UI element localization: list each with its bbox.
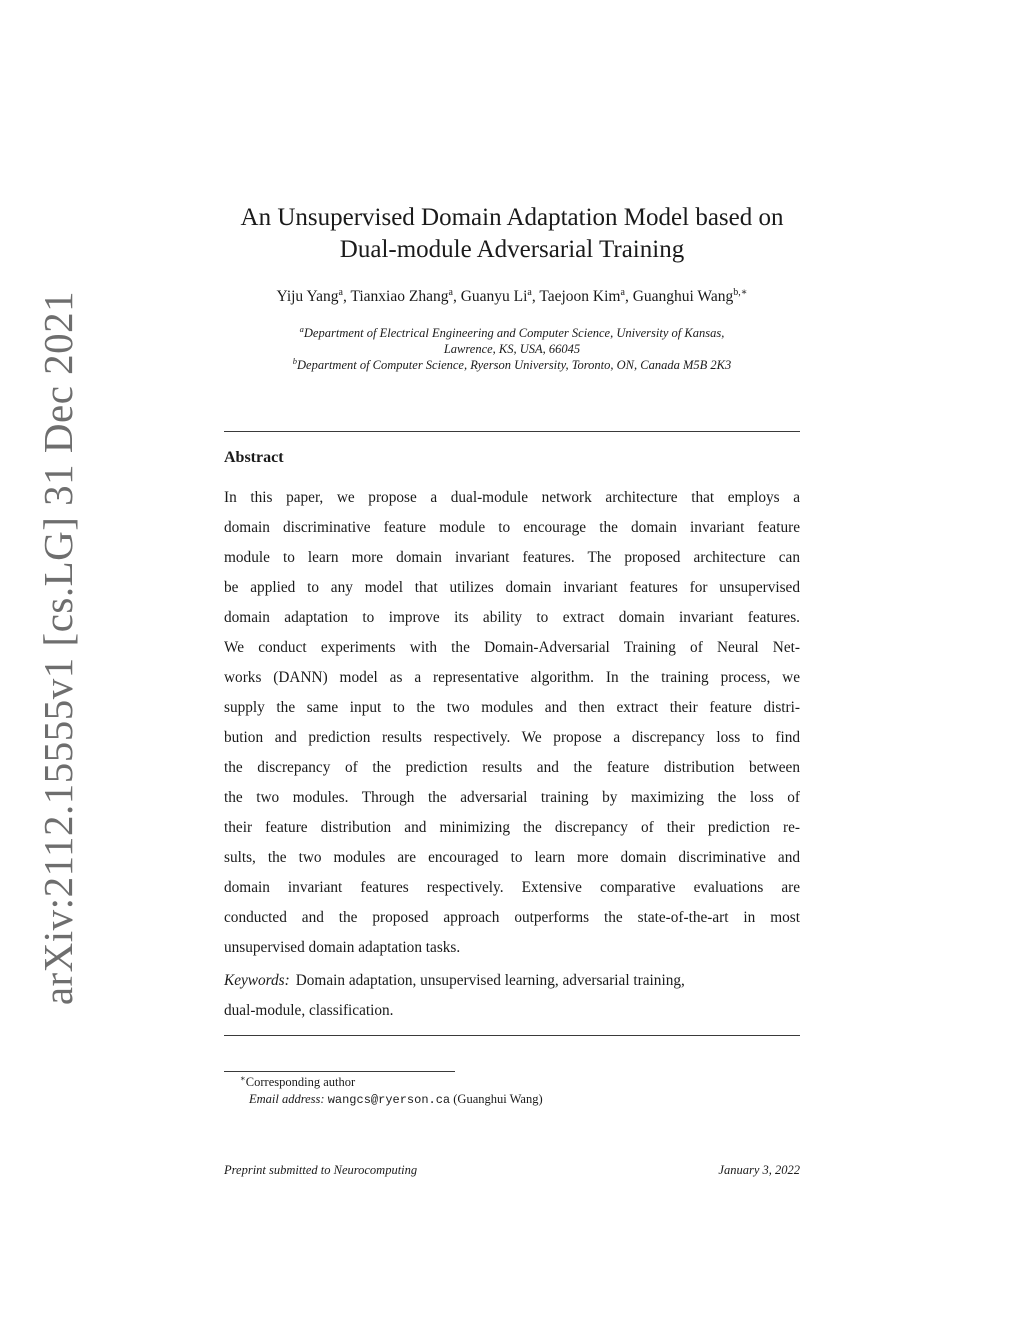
abstract-line: In this paper, we propose a dual-module network architecture that employs a [224,489,800,506]
abstract-line: module to learn more domain invariant features. The proposed architecture can [224,549,800,566]
preprint-note: Preprint submitted to Neurocomputing [224,1163,418,1177]
email-owner: (Guanghui Wang) [453,1092,543,1106]
abstract-line: their feature distribution and minimizing the discrepancy of their prediction re- [224,819,800,836]
preprint-date: January 3, 2022 [718,1163,800,1177]
affiliation-text: Lawrence, KS, USA, 66045 [443,342,581,356]
footnote-text: Corresponding author [245,1075,356,1089]
author-affiliation-mark: a [448,287,453,298]
footnote-mark: ∗ [240,1073,246,1083]
paper-title-line-1: An Unsupervised Domain Adaptation Model based on [240,204,784,231]
keywords-text: dual-module, classification. [224,1002,394,1019]
author-list [180,288,844,306]
abstract-line: bution and prediction results respectively. We propose a discrepancy loss to find [224,729,800,746]
affiliation-b [180,357,844,373]
affiliation-mark: a [299,324,304,334]
abstract-line: domain discriminative feature module to encourage the domain invariant feature [224,519,800,536]
abstract-line: the two modules. Through the adversarial training by maximizing the loss of [224,789,800,806]
abstract-line: supply the same input to the two modules and then extract their feature distri- [224,699,800,716]
email-note [249,1092,543,1107]
author-name: Guanyu Li [460,288,528,305]
email-address: wangcs@ryerson.ca [327,1093,451,1107]
abstract-body [224,486,800,966]
abstract-line: domain invariant features respectively. Extensive comparative evaluations are [224,879,800,896]
author-affiliation-mark: b,∗ [733,287,748,298]
author-separator: , [342,288,351,305]
affiliation-text: Department of Computer Science, Ryerson University, Toronto, ON, Canada M5B 2K3 [297,358,732,372]
paper-title [212,202,812,266]
keywords-text: Domain adaptation, unsupervised learning, adversarial training, [295,972,685,989]
abstract-top-rule [224,431,800,432]
abstract-line: unsupervised domain adaptation tasks. [224,939,461,956]
author-name: Tianxiao Zhang [350,288,449,305]
arxiv-identifier-stamp: arXiv:2112.15555v1 [cs.LG] 31 Dec 2021 [35,290,81,1006]
author-separator: , [624,288,633,305]
abstract-line: the discrepancy of the prediction results and the feature distribution between [224,759,800,776]
abstract-heading: Abstract [224,449,284,466]
keywords-label: Keywords: [224,972,290,989]
email-label: Email address: [249,1092,325,1106]
abstract-line: domain adaptation to improve its ability to extract domain invariant features. [224,609,800,626]
author-separator: , [531,288,540,305]
author-affiliation-mark: a [620,287,625,298]
affiliation-mark: b [292,356,297,366]
author-name: Yiju Yang [276,288,339,305]
abstract-line: works (DANN) model as a representative algorithm. In the training process, we [224,669,800,686]
abstract-line: We conduct experiments with the Domain-Adversarial Training of Neural Net- [224,639,800,656]
author-name: Taejoon Kim [539,288,621,305]
abstract-line: be applied to any model that utilizes domain invariant features for unsupervised [224,579,800,596]
affiliation-text: Department of Electrical Engineering and Computer Science, University of Kansas, [303,326,725,340]
author-separator: , [452,288,461,305]
keywords [224,969,800,1029]
corresponding-author-note [240,1075,355,1090]
footnote-rule [224,1071,455,1072]
author-name: Guanghui Wang [632,288,734,305]
paper-title-line-2: Dual-module Adversarial Training [339,236,685,263]
affiliation-a [180,325,844,357]
author-affiliation-mark: a [338,287,343,298]
author-affiliation-mark: a [527,287,532,298]
abstract-line: sults, the two modules are encouraged to learn more domain discriminative and [224,849,800,866]
abstract-bottom-rule [224,1035,800,1036]
abstract-line: conducted and the proposed approach outperforms the state-of-the-art in most [224,909,800,926]
